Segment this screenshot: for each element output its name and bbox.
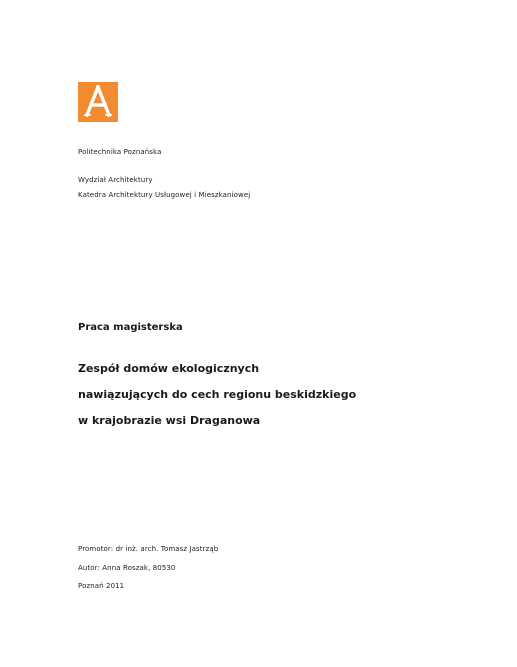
- thesis-title-line-1: Zespół domów ekologicznych: [78, 362, 260, 375]
- place-year-line: Poznań 2011: [78, 582, 125, 590]
- department-name: Katedra Architektury Usługowej i Mieszkaniowej: [78, 191, 251, 199]
- thesis-title-line-2: nawiązujących do cech regionu beskidzkiego: [78, 388, 357, 401]
- faculty-name: Wydział Architektury: [78, 176, 153, 184]
- promotor-line: Promotor: dr inż. arch. Tomasz Jastrząb: [78, 545, 219, 553]
- thesis-title-line-3: w krajobrazie wsi Draganowa: [78, 414, 261, 427]
- author-line: Autor: Anna Roszak, 80530: [78, 564, 176, 572]
- thesis-type: Praca magisterska: [78, 322, 183, 333]
- institution-name: Politechnika Poznańska: [78, 148, 162, 156]
- letter-a-logo-icon: [78, 82, 118, 122]
